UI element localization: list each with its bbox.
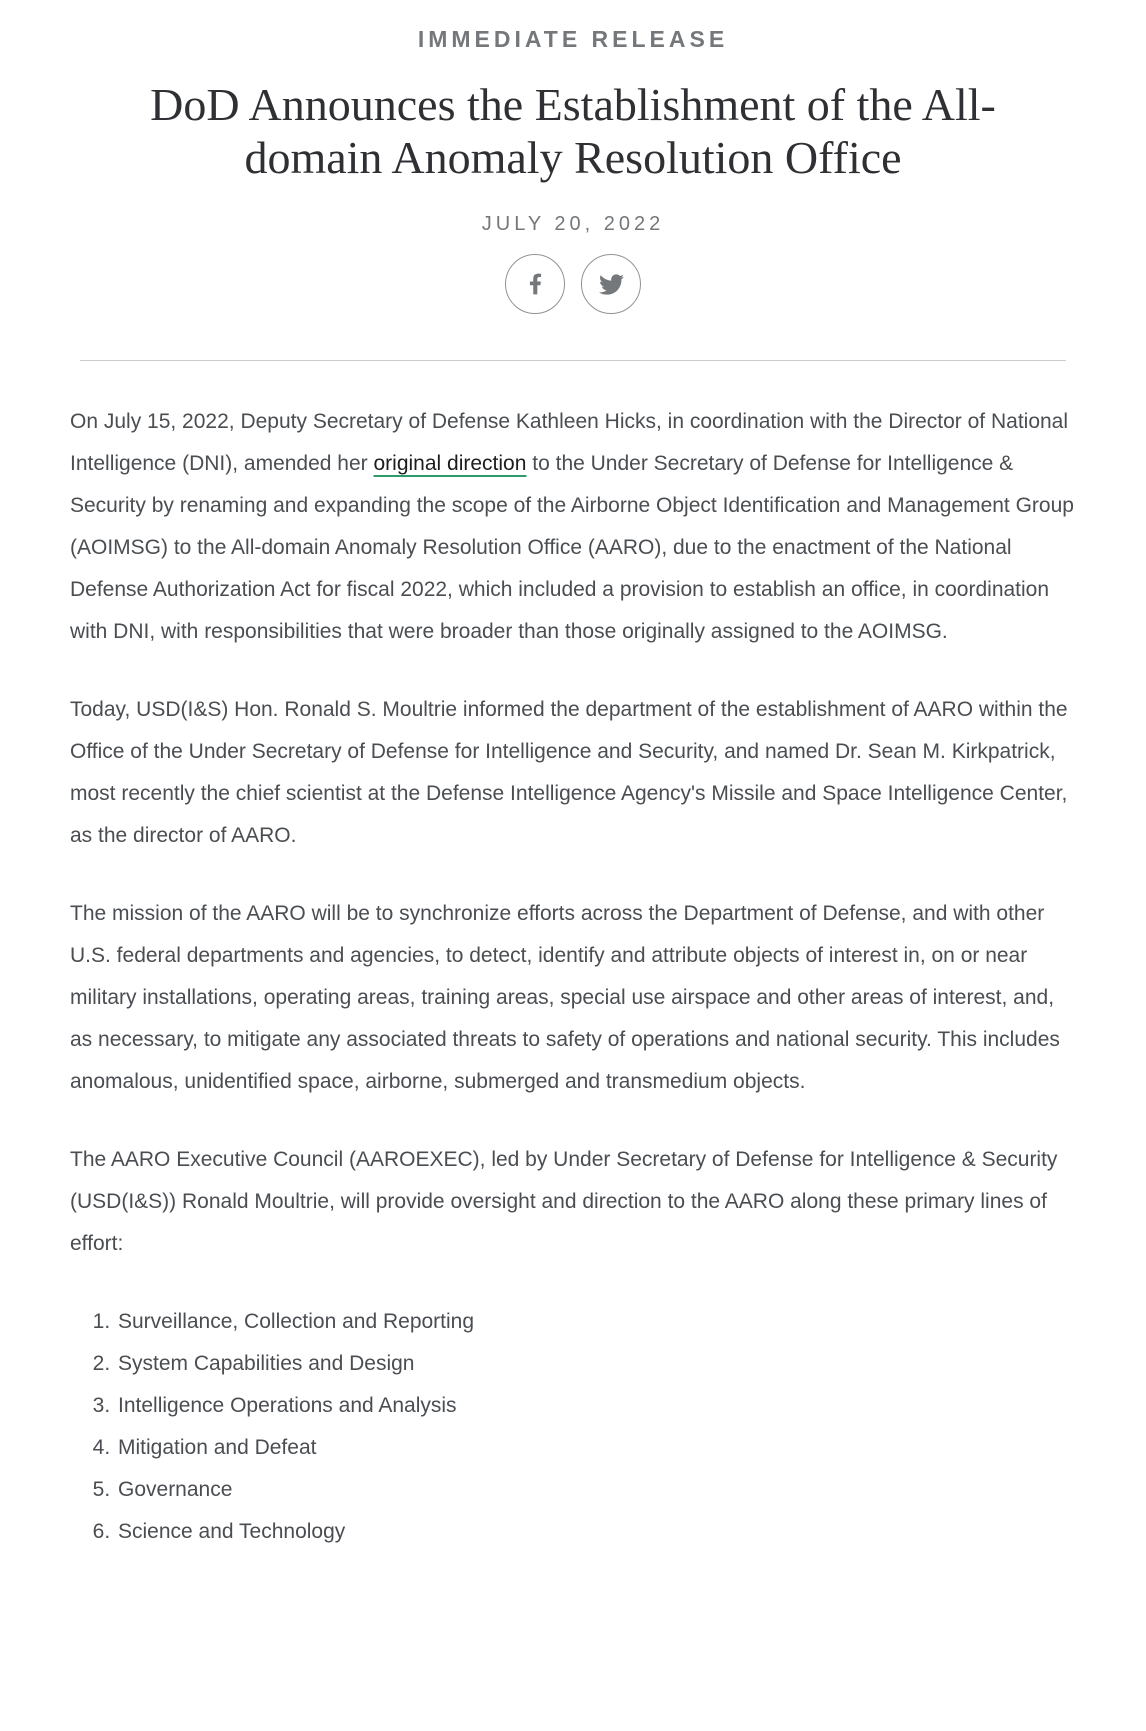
divider: [80, 360, 1066, 361]
paragraph-1: [70, 401, 1076, 653]
paragraph-2: Today, USD(I&S) Hon. Ronald S. Moultrie informed the department of the establishment of AARO within the Office of the Under Secretary of Defense for Intelligence and Security, and named Dr. Sean M. Kirkpatrick, most recently the chief scientist at the Defense Intelligence Agency's Missile and Space Intelligence Center, as the director of AARO.: [70, 698, 1068, 848]
article-title: DoD Announces the Establishment of the All-domain Anomaly Resolution Office: [150, 78, 996, 183]
article-body: [70, 401, 1076, 1553]
release-type-label: IMMEDIATE RELEASE: [417, 26, 729, 52]
list-item-intelligence-operations: 3. Intelligence Operations and Analysis: [116, 1385, 1076, 1427]
share-buttons-row: [70, 254, 1076, 314]
original-direction-link[interactable]: original direction: [373, 452, 527, 476]
paragraph-1-text-before: On July 15, 2022, Deputy Secretary of Defense Kathleen Hicks, in coordination with the Director of National Intelligence (DNI), amended her: [70, 410, 1069, 476]
article-header: [70, 26, 1076, 361]
paragraph-1-text-after: to the Under Secretary of Defense for Intelligence & Security by renaming and expanding the scope of the Airborne Object Identification and Management Group (AOIMSG) to the All-domain Anomaly Resolution Office (AARO), due to the enactment of the National Defense Authorization Act for fiscal 2022, which included a provision to establish an office, in coordination with DNI, with responsibilities that were broader than those originally assigned to the AOIMSG.: [70, 452, 1074, 644]
list-item-mitigation-defeat: 4. Mitigation and Defeat: [116, 1427, 1076, 1469]
twitter-share-button[interactable]: [581, 254, 641, 314]
list-item-governance: 5. Governance: [116, 1469, 1076, 1511]
twitter-icon: [599, 272, 624, 297]
lines-of-effort-list: [70, 1301, 1076, 1553]
article-date: JULY 20, 2022: [481, 213, 665, 236]
list-item-system-capabilities: 2. System Capabilities and Design: [116, 1343, 1076, 1385]
facebook-icon: [529, 272, 542, 296]
list-item-surveillance: 1. Surveillance, Collection and Reporting: [116, 1301, 1076, 1343]
facebook-share-button[interactable]: [505, 254, 565, 314]
paragraph-4: The AARO Executive Council (AAROEXEC), led by Under Secretary of Defense for Intelligence & Security (USD(I&S)) Ronald Moultrie, will provide oversight and direction to the AARO along these primary lines of effort:: [70, 1148, 1058, 1256]
paragraph-3: The mission of the AARO will be to synchronize efforts across the Department of Defense, and with other U.S. federal departments and agencies, to detect, identify and attribute objects of interest in, on or near military installations, operating areas, training areas, special use airspace and other areas of interest, and, as necessary, to mitigate any associated threats to safety of operations and national security. This includes anomalous, unidentified space, airborne, submerged and transmedium objects.: [70, 902, 1060, 1094]
list-item-science-technology: 6. Science and Technology: [116, 1511, 1076, 1553]
